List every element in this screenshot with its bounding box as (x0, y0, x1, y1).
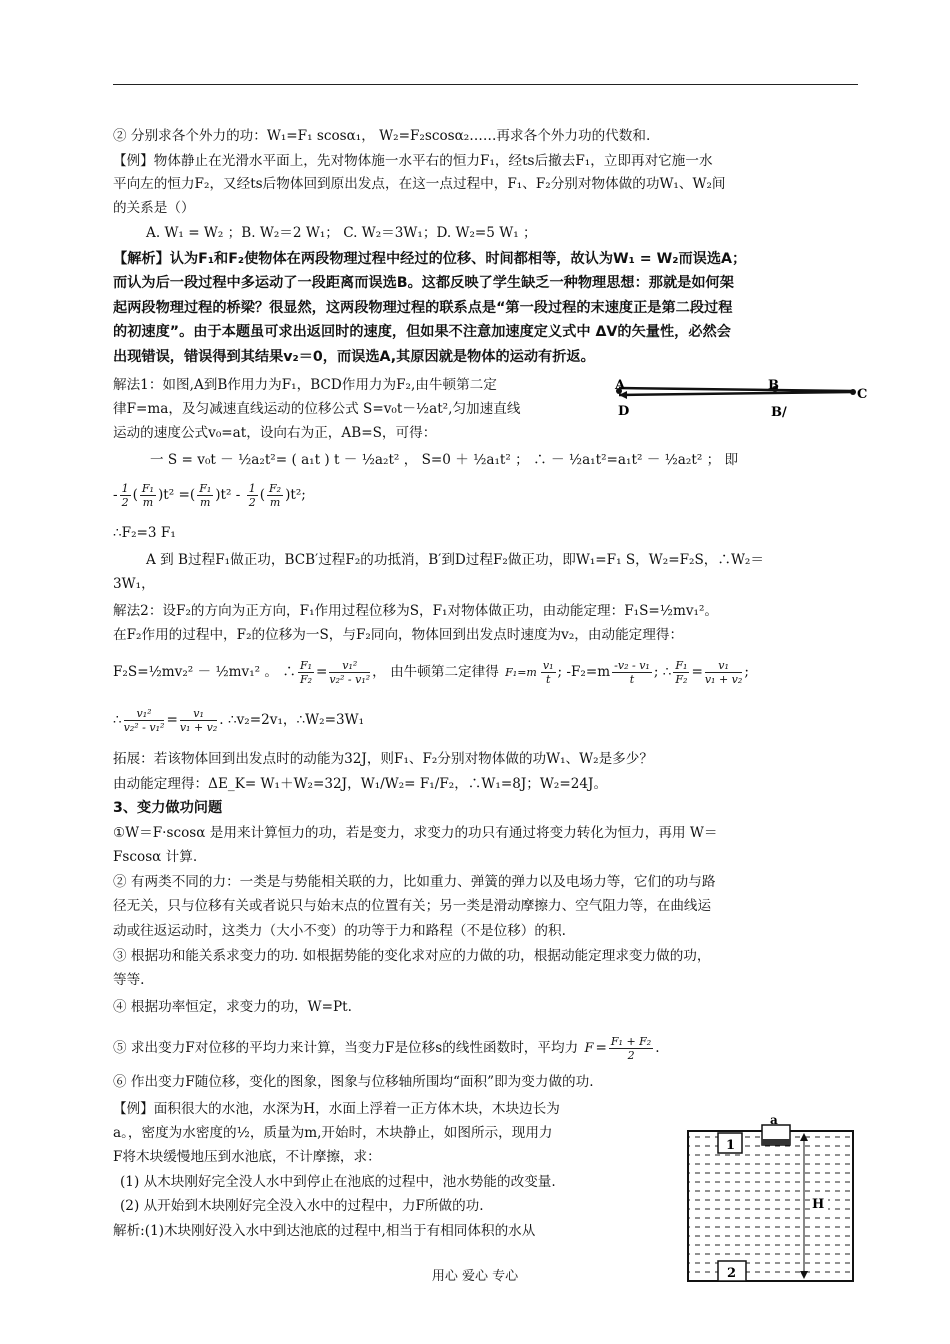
analysis-line: 起两段物理过程的桥梁？很显然，这两段物理过程的联系点是“第一段过程的末速度正是第二段过程 (113, 300, 733, 316)
label-1: 1 (726, 1138, 736, 1153)
text-line: a。，密度为水密度的½，质量为m,开始时，木块静止，如图所示，现用力 (113, 1125, 553, 1141)
options-line: A. W₁ = W₂ ；B. W₂＝2 W₁； C. W₂＝3W₁；D. W₂=5 W₁ ； (146, 225, 537, 241)
text-line: 3W₁， (113, 576, 155, 592)
pool-diagram (684, 1115, 859, 1285)
footer: 用心 爱心 专心 (431, 1269, 519, 1284)
text-line: ∴F₂=3 F₁ (113, 525, 176, 541)
label-d: D (618, 404, 630, 419)
label-b-prime: B/ (771, 405, 787, 420)
text-line: ③ 根据功和能关系求变力的功. 如根据势能的变化求对应的力做的功，根据动能定理求变力做的功， (113, 948, 711, 964)
header-rule (113, 84, 858, 85)
text-line: A 到 B过程F₁做正功，BCB′过程F₂的功抵消，B′到D过程F₂做正功，即W₁=F₁ S，W₂=F₂S，∴W₂＝ (146, 552, 764, 568)
equation-fraction-line: F₂S=½mv₂² － ½mv₁² 。 ∴ $\frac{\text{F₁}}{\text{F₂}}$ = $\frac{\text{v₁²}}{\text{v₂² - v₁²}}$ ， 由牛顿第二定律得 F₁=m $\frac{\text{v₁}}{t}$ ; -F₂=m $\frac{\text{-v₂ - v₁}}{t}$ ; ∴ $\frac{\text{F₁}}{\text{F₂}}$ = $\frac{\text{v₁}}{\text{v₁ + v₂}}$ ; (113, 659, 749, 686)
text-line: 律F=ma，及匀减速直线运动的位移公式 S=v₀t－½at²,匀加速直线 (113, 401, 521, 417)
text-line: 运动的速度公式v₀=at，设向右为正，AB=S，可得： (113, 425, 437, 441)
text-line: 等等. (113, 972, 145, 988)
text-line: 的关系是（） (113, 200, 195, 216)
label-a: a (770, 1115, 778, 1127)
text-line: ② 分别求各个外力的功：W₁=F₁ scosα₁， W₂=F₂scosα₂……再求各个外力功的代数和. (113, 128, 651, 144)
analysis-line: 【解析】认为F₁和F₂使物体在两段物理过程中经过的位移、时间都相等，故认为W₁ = W₂而误选A； (113, 251, 747, 267)
label-h: H (812, 1197, 825, 1212)
section-heading: 3、变力做功问题 (113, 800, 223, 816)
label-2: 2 (727, 1266, 737, 1281)
analysis-line: 的初速度”。由于本题虽可求出返回时的速度，但如果不注意加速度定义式中 ΔV的矢量性，必然会 (113, 324, 731, 340)
text-line: (1) 从木块刚好完全没人水中到停止在池底的过程中，池水势能的改变量. (120, 1174, 556, 1190)
text-line: ④ 根据功率恒定，求变力的功，W=Pt. (113, 999, 352, 1015)
text-line: ② 有两类不同的力：一类是与势能相关联的力，比如重力、弹簧的弹力以及电场力等，它们的功与路 (113, 874, 716, 890)
text-line: ①W＝F·scosα 是用来计算恒力的功，若是变力，求变力的功只有通过将变力转化为恒力，再用 W＝ (113, 825, 718, 841)
text-line: 解法2：设F₂的方向为正方向，F₁作用过程位移为S，F₁对物体做正功，由动能定理：F₁S=½mv₁²。 (113, 603, 719, 619)
equation-fraction-line: ⑤ 求出变力F对位移的平均力来计算，当变力F是位移s的线性函数时，平均力 F = $\frac{\text{F₁ + F₂}}{2}$ . (113, 1035, 660, 1062)
analysis-line: 而认为后一段过程中多运动了一段距离而误选B。这都反映了学生缺乏一种物理思想：那就是如何架 (113, 275, 734, 291)
text-line: 径无关，只与位移有关或者说只与始末点的位置有关；另一类是滑动摩擦力、空气阻力等，在曲线运 (113, 898, 712, 914)
motion-diagram (605, 376, 870, 426)
equation-line: 一 S = v₀t － ½a₂t²= ( a₁t ) t － ½a₂t² ， S=0 ＋ ½a₁t² ； ∴ － ½a₁t²=a₁t² － ½a₂t² ； 即 (150, 452, 739, 468)
text-line: 由动能定理得：ΔE_K= W₁＋W₂=32J，W₁/W₂= F₁/F₂，∴W₁=8J；W₂=24J。 (113, 776, 608, 792)
text-line: 【例】物体静止在光滑水平面上，先对物体施一水平右的恒力F₁，经ts后撤去F₁，立即再对它施一水 (113, 153, 713, 169)
text-line: 解析:(1)木块刚好没入水中到达池底的过程中,相当于有相同体积的水从 (113, 1223, 536, 1239)
equation-fraction-line: ∴ $\frac{\text{v₁²}}{\text{v₂² - v₁²}}$ = $\frac{\text{v₁}}{\text{v₁ + v₂}}$ . ∴v₂=2v₁，∴W₂=3W₁ (113, 707, 365, 734)
text-line: 拓展：若该物体回到出发点时的动能为32J，则F₁、F₂分别对物体做的功W₁、W₂是多少？ (113, 751, 653, 767)
equation-fraction-line: - $\frac{1}{2}$ ( $\frac{\text{F₁}}{m}$ )t² =( $\frac{\text{F₁}}{m}$ )t² - $\frac{1}{2}$ ( $\frac{\text{F₂}}{m}$ )t²; (113, 482, 306, 509)
text-line: F将木块缓慢地压到水池底，不计摩擦，求： (113, 1149, 381, 1165)
label-c: C (857, 387, 868, 402)
text-line: 在F₂作用的过程中，F₂的位移为一S，与F₂同向，物体回到出发点时速度为v₂，由动能定理得： (113, 627, 684, 643)
label-b: B (768, 378, 779, 393)
text-line: 平向左的恒力F₂，又经ts后物体回到原出发点，在这一点过程中，F₁、F₂分别对物体做的功W₁、W₂间 (113, 176, 726, 192)
text-line: ⑥ 作出变力F随位移，变化的图象，图象与位移轴所围均“面积”即为变力做的功. (113, 1074, 594, 1090)
text-line: Fscosα 计算. (113, 849, 198, 865)
analysis-line: 出现错误，错误得到其结果v₂＝0，而误选A,其原因就是物体的运动有折返。 (113, 349, 595, 365)
text-line: (2) 从开始到木块刚好完全没入水中的过程中，力F所做的功. (120, 1198, 484, 1214)
label-a: A (615, 378, 626, 393)
text-line: 解法1：如图,A到B作用力为F₁，BCD作用力为F₂,由牛顿第二定 (113, 377, 497, 393)
text-line: 动或往返运动时，这类力（大小不变）的功等于力和路程（不是位移）的积. (113, 923, 566, 939)
text-line: 【例】面积很大的水池，水深为H，水面上浮着一正方体木块，木块边长为 (113, 1101, 560, 1117)
